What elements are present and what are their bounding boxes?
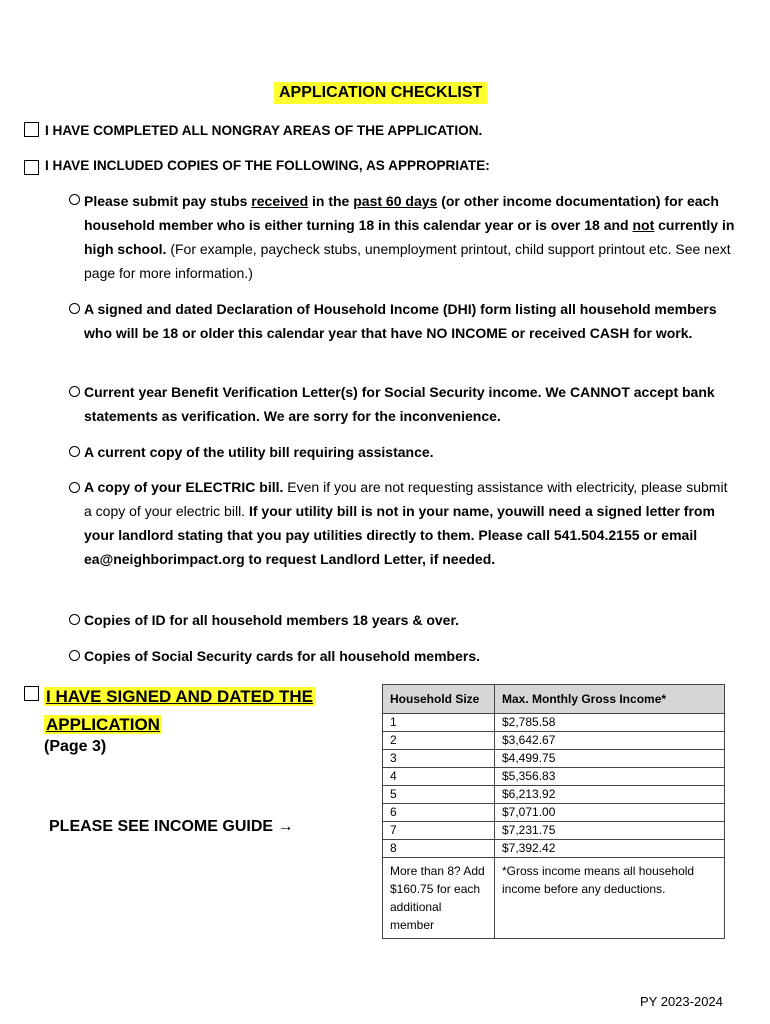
household-size-cell: 8 [383,840,495,858]
page-title: APPLICATION CHECKLIST [274,82,487,104]
income-cell: $7,392.42 [495,840,725,858]
electric-item: A copy of your ELECTRIC bill. Even if you are not requesting assistance with electricity, please submit a copy of your electric bill. If your utility bill is not in your name, youwill need a signed letter from your landlord stating that you pay utilities directly to them. Please call 541.504.2155 or email ea@neighborimpact.org to request Landlord Letter, if needed. [84,479,728,567]
benefit-bullet-icon [69,386,80,397]
household-size-cell: 5 [383,786,495,804]
household-size-cell: 1 [383,714,495,732]
dhi-item: A signed and dated Declaration of Household Income (DHI) form listing all household members who will be 18 or older this calendar year that have NO INCOME or received CASH for work. [84,301,717,341]
benefit-item: Current year Benefit Verification Letter(s) for Social Security income. We CANNOT accept bank statements as verification. We are sorry for the inconvenience. [84,384,715,424]
signed-page-ref: (Page 3) [44,738,107,755]
table-row [383,732,725,750]
dhi-bullet-icon [69,303,80,314]
max-income-header: Max. Monthly Gross Income* [495,685,725,714]
electric-bullet-icon [69,482,80,493]
ssn-bullet-icon [69,650,80,661]
income-cell: $2,785.58 [495,714,725,732]
household-size-header: Household Size [383,685,495,714]
completed-checkbox[interactable] [24,122,39,137]
program-year-footer: PY 2023-2024 [640,994,723,1009]
table-header-row [383,685,725,714]
table-row [383,768,725,786]
pay-stubs-item: Please submit pay stubs received in the past 60 days (or other income documentation) for each household member who is either turning 18 in this calendar year or is over 18 and not currently in high school. (For example, paycheck stubs, unemployment printout, child support printout etc. See next page for more information.) [84,193,735,281]
household-size-cell: 2 [383,732,495,750]
household-size-cell: 6 [383,804,495,822]
table-row [383,714,725,732]
utility-bullet-icon [69,446,80,457]
income-cell: $5,356.83 [495,768,725,786]
pay-stubs-bullet-icon [69,194,80,205]
ssn-item: Copies of Social Security cards for all household members. [84,648,480,664]
household-size-cell: 7 [383,822,495,840]
signed-label: I HAVE SIGNED AND DATED THE APPLICATION [46,687,313,734]
table-row [383,822,725,840]
household-size-cell: More than 8? Add $160.75 for each additional member [383,858,495,939]
signed-checkbox[interactable] [24,686,39,701]
included-label: I HAVE INCLUDED COPIES OF THE FOLLOWING, AS APPROPRIATE: [45,158,490,173]
household-size-cell: 4 [383,768,495,786]
income-cell: $4,499.75 [495,750,725,768]
included-checkbox[interactable] [24,160,39,175]
household-size-cell: 3 [383,750,495,768]
income-note-cell: *Gross income means all household income before any deductions. [495,858,725,939]
income-cell: $3,642.67 [495,732,725,750]
table-row [383,840,725,858]
income-cell: $6,213.92 [495,786,725,804]
income-table [382,684,725,939]
table-row [383,804,725,822]
id-item: Copies of ID for all household members 18 years & over. [84,612,460,628]
income-cell: $7,071.00 [495,804,725,822]
income-cell: $7,231.75 [495,822,725,840]
table-row [383,750,725,768]
completed-label: I HAVE COMPLETED ALL NONGRAY AREAS OF THE APPLICATION. [45,123,483,138]
id-bullet-icon [69,614,80,625]
table-row [383,858,725,939]
income-guide-pointer: PLEASE SEE INCOME GUIDE → [49,818,294,835]
table-row [383,786,725,804]
utility-item: A current copy of the utility bill requiring assistance. [84,444,434,460]
